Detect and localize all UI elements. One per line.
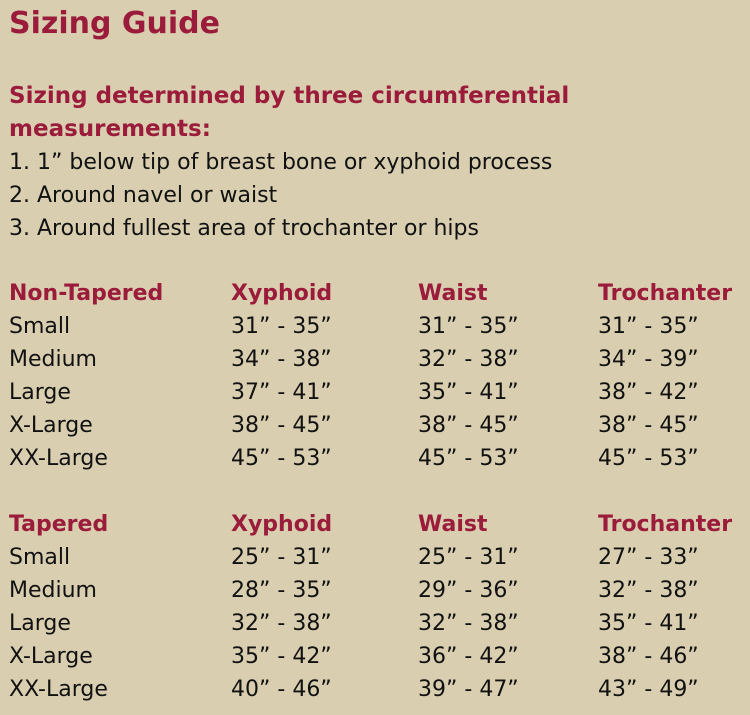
table-row — [9, 607, 749, 640]
table-row — [9, 310, 749, 343]
trochanter-range: 32” - 38” — [598, 578, 699, 603]
waist-range: 36” - 42” — [418, 644, 519, 669]
size-label: XX-Large — [9, 677, 108, 702]
size-label: X-Large — [9, 644, 93, 669]
xyphoid-range: 35” - 42” — [231, 644, 332, 669]
table-header-row — [9, 508, 749, 541]
xyphoid-range: 25” - 31” — [231, 545, 332, 570]
table-row — [9, 574, 749, 607]
trochanter-range: 35” - 41” — [598, 611, 699, 636]
trochanter-range: 38” - 46” — [598, 644, 699, 669]
waist-range: 32” - 38” — [418, 611, 519, 636]
measurement-step: 3. Around fullest area of trochanter or hips — [9, 216, 479, 241]
xyphoid-range: 38” - 45” — [231, 413, 332, 438]
trochanter-range: 27” - 33” — [598, 545, 699, 570]
trochanter-range: 34” - 39” — [598, 347, 699, 372]
table-row — [9, 409, 749, 442]
xyphoid-range: 32” - 38” — [231, 611, 332, 636]
waist-range: 31” - 35” — [418, 314, 519, 339]
table-header-row — [9, 277, 749, 310]
table-row — [9, 376, 749, 409]
sizing-subheading: Sizing determined by three circumferential measurements: — [9, 83, 570, 142]
header-cell-type: Tapered — [9, 512, 109, 537]
trochanter-range: 31” - 35” — [598, 314, 699, 339]
measurement-steps-list — [9, 146, 552, 245]
size-label: X-Large — [9, 413, 93, 438]
waist-range: 38” - 45” — [418, 413, 519, 438]
header-cell-trochanter: Trochanter — [598, 512, 733, 537]
size-label: Large — [9, 380, 71, 405]
size-label: Medium — [9, 347, 97, 372]
waist-range: 29” - 36” — [418, 578, 519, 603]
waist-range: 45” - 53” — [418, 446, 519, 471]
xyphoid-range: 34” - 38” — [231, 347, 332, 372]
xyphoid-range: 40” - 46” — [231, 677, 332, 702]
header-cell-xyphoid: Xyphoid — [231, 281, 333, 306]
measurement-step: 2. Around navel or waist — [9, 183, 278, 208]
trochanter-range: 45” - 53” — [598, 446, 699, 471]
header-cell-xyphoid: Xyphoid — [231, 512, 333, 537]
trochanter-range: 43” - 49” — [598, 677, 699, 702]
size-label: XX-Large — [9, 446, 108, 471]
measurement-step: 1. 1” below tip of breast bone or xyphoid process — [9, 150, 553, 175]
xyphoid-range: 45” - 53” — [231, 446, 332, 471]
waist-range: 25” - 31” — [418, 545, 519, 570]
size-label: Small — [9, 545, 71, 570]
waist-range: 32” - 38” — [418, 347, 519, 372]
trochanter-range: 38” - 42” — [598, 380, 699, 405]
size-label: Large — [9, 611, 71, 636]
table-row — [9, 640, 749, 673]
table-row — [9, 541, 749, 574]
xyphoid-range: 37” - 41” — [231, 380, 332, 405]
table-row — [9, 343, 749, 376]
non-tapered-size-table — [9, 277, 749, 475]
size-label: Medium — [9, 578, 97, 603]
page-title: Sizing Guide — [9, 6, 220, 41]
header-cell-type: Non-Tapered — [9, 281, 164, 306]
size-label: Small — [9, 314, 71, 339]
waist-range: 35” - 41” — [418, 380, 519, 405]
xyphoid-range: 31” - 35” — [231, 314, 332, 339]
trochanter-range: 38” - 45” — [598, 413, 699, 438]
header-cell-trochanter: Trochanter — [598, 281, 733, 306]
header-cell-waist: Waist — [418, 281, 488, 306]
waist-range: 39” - 47” — [418, 677, 519, 702]
table-row — [9, 442, 749, 475]
tapered-size-table — [9, 508, 749, 706]
table-row — [9, 673, 749, 706]
header-cell-waist: Waist — [418, 512, 488, 537]
xyphoid-range: 28” - 35” — [231, 578, 332, 603]
